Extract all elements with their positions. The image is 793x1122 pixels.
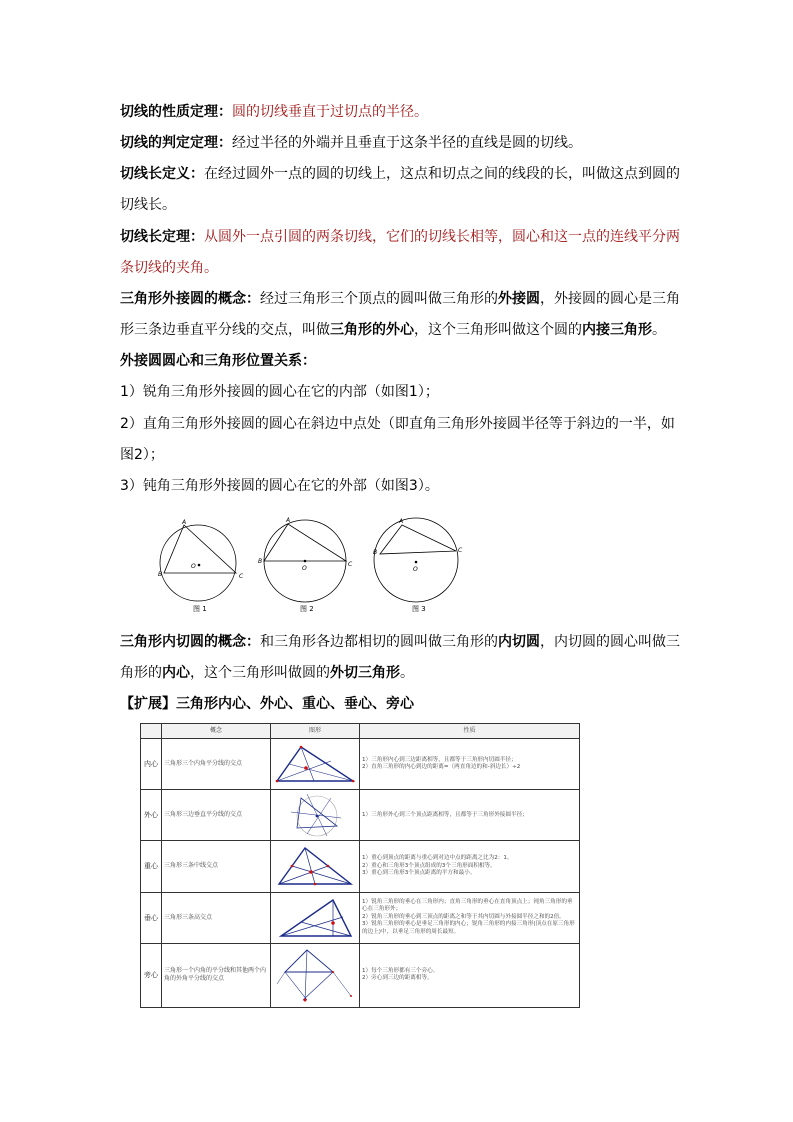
term: 内切圆 bbox=[498, 634, 540, 650]
text: 经过半径的外端并且垂直于这条半径的直线是圆的切线。 bbox=[232, 135, 582, 151]
figure-2 bbox=[264, 520, 346, 602]
property-line: 1）每个三角形都有三个旁心。 bbox=[362, 967, 439, 974]
row-concept: 三角形一个内角的平分线和其他两个内角的外角平分线的交点 bbox=[162, 943, 271, 1007]
row-concept: 三角形三个内角平分线的交点 bbox=[162, 739, 271, 790]
row-concept: 三角形三边垂直平分线的交点 bbox=[162, 790, 271, 841]
term: 内心 bbox=[162, 665, 190, 681]
text: 和三角形各边都相切的圆叫做三角形的 bbox=[260, 634, 498, 650]
paragraph-circumcircle-cont bbox=[120, 320, 666, 340]
label: 三角形内切圆的概念： bbox=[120, 634, 260, 650]
excenter-figure bbox=[271, 946, 359, 1004]
fig3-caption: 图 3 bbox=[412, 605, 426, 613]
property-line: 3）重心到三角形3个顶点距离的平方和最小。 bbox=[362, 870, 476, 877]
row-figure bbox=[271, 739, 360, 790]
row-name: 重心 bbox=[141, 841, 162, 892]
table-row-excenter bbox=[141, 943, 580, 1007]
paragraph-tangent-length-def bbox=[120, 164, 680, 184]
label: 切线长定理： bbox=[120, 229, 204, 245]
term: 三角形的外心 bbox=[330, 322, 414, 338]
fig2-label-c: C bbox=[348, 561, 353, 568]
row-name: 外心 bbox=[141, 790, 162, 841]
text: 经过三角形三个顶点的圆叫做三角形的 bbox=[260, 291, 498, 307]
table-row-circumcenter bbox=[141, 790, 580, 841]
row-figure bbox=[271, 790, 360, 841]
text: ，内切圆的圆心叫做三 bbox=[540, 634, 680, 650]
circumcenter-figure bbox=[271, 792, 359, 838]
paragraph-tangent-length-theorem bbox=[120, 227, 680, 247]
incenter-figure bbox=[271, 741, 359, 787]
heading-expand: 【扩展】三角形内心、外心、重心、垂心、旁心 bbox=[120, 696, 414, 712]
row-properties bbox=[360, 892, 580, 943]
text: 在经过圆外一点的圆的切线上，这点和切点之间的线段的长，叫做这点到圆的 bbox=[204, 166, 680, 182]
paragraph-tangent-property bbox=[120, 102, 428, 122]
label: 三角形外接圆的概念： bbox=[120, 291, 260, 307]
row-properties bbox=[360, 841, 580, 892]
fig2-label-a: A bbox=[286, 517, 291, 524]
fig1-label-b: B bbox=[158, 571, 163, 578]
row-concept: 三角形三条高交点 bbox=[162, 892, 271, 943]
table-row-incenter bbox=[141, 739, 580, 790]
paragraph-incircle-cont bbox=[120, 663, 414, 683]
table-row-orthocenter bbox=[141, 892, 580, 943]
row-figure bbox=[271, 943, 360, 1007]
fig2-label-b: B bbox=[258, 558, 263, 565]
paragraph-tangent-criterion bbox=[120, 133, 582, 153]
header-cell: 性质 bbox=[360, 724, 580, 739]
property-line: 1）重心到顶点的距离与重心到对边中点的距离之比为2：1。 bbox=[362, 855, 513, 862]
paragraph-tangent-length-theorem-cont: 条切线的夹角。 bbox=[120, 260, 218, 276]
text: ，这个三角形叫做圆的 bbox=[190, 665, 330, 681]
paragraph-incircle bbox=[120, 632, 680, 652]
property-line: 2）旁心到三边的距离相等。 bbox=[362, 975, 433, 982]
list-item-acute: 1）锐角三角形外接圆的圆心在它的内部（如图1）； bbox=[120, 384, 439, 400]
paragraph-tangent-length-def-cont: 切线长。 bbox=[120, 197, 176, 213]
row-concept: 三角形三条中线交点 bbox=[162, 841, 271, 892]
row-name: 内心 bbox=[141, 739, 162, 790]
fig3-label-c: C bbox=[458, 547, 463, 554]
paragraph-circumcircle bbox=[120, 289, 680, 309]
row-figure bbox=[271, 892, 360, 943]
fig3-label-o: O bbox=[413, 566, 418, 573]
fig1-label-c: C bbox=[239, 573, 244, 580]
list-item-obtuse: 3）钝角三角形外接圆的圆心在它的外部（如图3）。 bbox=[120, 478, 439, 494]
fig3-label-a: A bbox=[399, 518, 404, 525]
fig1-label-a: A bbox=[182, 519, 187, 526]
row-figure bbox=[271, 841, 360, 892]
property-line: 1）三角形外心到三个顶点距离相等，且都等于三角形外接圆半径； bbox=[362, 811, 528, 818]
fig1-label-o: O bbox=[191, 563, 196, 570]
label: 切线长定义： bbox=[120, 166, 204, 182]
circumcircle-figures bbox=[150, 510, 480, 620]
orthocenter-figure bbox=[271, 895, 359, 941]
header-cell: 图形 bbox=[271, 724, 360, 739]
table-row-centroid bbox=[141, 841, 580, 892]
label: 切线的判定定理： bbox=[120, 135, 232, 151]
term: 外切三角形 bbox=[330, 665, 400, 681]
fig1-caption: 图 1 bbox=[193, 605, 207, 613]
row-name: 垂心 bbox=[141, 892, 162, 943]
row-properties bbox=[360, 739, 580, 790]
triangle-centers-table bbox=[140, 723, 580, 1008]
property-line: 1）三角形内心到三边距离相等，且都等于三角形内切圆半径； bbox=[362, 756, 517, 763]
property-line: 3）锐角三角形的垂心是垂足三角形的内心；锐角三角形的内接三角形(顶点在原三角形的边上)中，以垂足三角形的周长最短。 bbox=[362, 921, 575, 935]
header-cell bbox=[141, 724, 162, 739]
text: 。 bbox=[400, 665, 414, 681]
figure-3 bbox=[374, 518, 458, 602]
property-line: 2）直角三角形的内心到边的距离=（两直角边的和-斜边长）÷2 bbox=[362, 764, 521, 771]
table-header-row bbox=[141, 724, 580, 739]
list-item-right-cont: 图2）； bbox=[120, 447, 164, 463]
fig2-caption: 图 2 bbox=[300, 605, 314, 613]
term: 外接圆 bbox=[498, 291, 540, 307]
header-cell: 概念 bbox=[162, 724, 271, 739]
text: 角形的 bbox=[120, 665, 162, 681]
property-line: 2）重心和三角形3个顶点组成的3个三角形面积相等。 bbox=[362, 862, 496, 869]
text: 。 bbox=[652, 322, 666, 338]
text: ，外接圆的圆心是三角 bbox=[540, 291, 680, 307]
term: 内接三角形 bbox=[582, 322, 652, 338]
text: 形三条边垂直平分线的交点，叫做 bbox=[120, 322, 330, 338]
fig3-label-b: B bbox=[373, 549, 378, 556]
heading-position-relation: 外接圆圆心和三角形位置关系： bbox=[120, 353, 316, 369]
text: 圆的切线垂直于过切点的半径。 bbox=[232, 104, 428, 120]
row-properties bbox=[360, 943, 580, 1007]
centroid-figure bbox=[271, 843, 359, 889]
list-item-right: 2）直角三角形外接圆的圆心在斜边中点处（即直角三角形外接圆半径等于斜边的一半，如 bbox=[120, 416, 675, 432]
property-line: 1）锐角三角形的垂心在三角形内；直角三角形的垂心在直角顶点上；钝角三角形的垂心在三角形外； bbox=[362, 898, 573, 913]
text: 从圆外一点引圆的两条切线，它们的切线长相等，圆心和这一点的连线平分两 bbox=[204, 229, 680, 245]
row-name: 旁心 bbox=[141, 943, 162, 1007]
text: ，这个三角形叫做这个圆的 bbox=[414, 322, 582, 338]
fig2-label-o: O bbox=[302, 565, 307, 572]
figure-1 bbox=[160, 525, 236, 601]
property-line: 2）锐角三角形的垂心到三顶点的距离之和等于其内切圆与外接圆半径之和的2倍。 bbox=[362, 913, 565, 920]
label: 切线的性质定理： bbox=[120, 104, 232, 120]
row-properties bbox=[360, 790, 580, 841]
